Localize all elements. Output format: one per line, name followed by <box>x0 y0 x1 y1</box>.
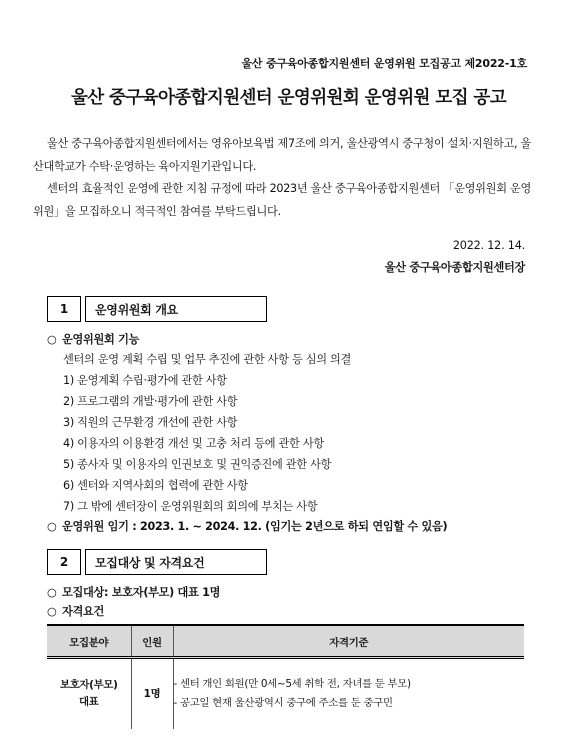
table-header-row <box>47 625 524 658</box>
term-line <box>47 518 447 534</box>
notice-number: 울산 중구육아종합지원센터 운영위원 모집공고 제2022-1호 <box>241 57 527 70</box>
field-line-2: 대표 <box>79 696 99 708</box>
bullet-circle-icon: ○ <box>47 605 57 618</box>
notice-date: 2022. 12. 14. <box>452 239 525 252</box>
field-cell <box>47 658 131 730</box>
field-line-1: 보호자(부모) <box>59 679 118 691</box>
column-header-field: 모집분야 <box>47 625 131 658</box>
criteria-item: - 센터 개인 회원(만 0세~5세 취학 전, 자녀를 둔 부모) <box>173 678 411 690</box>
criteria-cell <box>173 658 524 730</box>
section-2-header <box>47 549 267 575</box>
function-item: 3) 직원의 근무환경 개선에 관한 사항 <box>63 416 238 429</box>
bullet-circle-icon: ○ <box>47 586 57 599</box>
section-1-title: 운영위원회 개요 <box>85 296 267 322</box>
section-1-number: 1 <box>47 296 81 322</box>
function-item: 4) 이용자의 이용환경 개선 및 고충 처리 등에 관한 사항 <box>63 437 324 450</box>
intro-text <box>33 133 531 223</box>
column-header-count: 인원 <box>131 625 173 658</box>
function-heading: 운영위원회 기능 <box>62 333 140 346</box>
function-item: 2) 프로그램의 개발·평가에 관한 사항 <box>63 395 238 408</box>
bullet-circle-icon: ○ <box>47 520 57 533</box>
function-heading-line <box>47 331 139 347</box>
function-item: 1) 운영계획 수립·평가에 관한 사항 <box>63 374 227 387</box>
function-item: 7) 그 밖에 센터장이 운영위원회의 회의에 부치는 사항 <box>63 500 318 513</box>
qualification-table <box>47 624 524 729</box>
qualification-line <box>47 603 104 619</box>
section-2-title: 모집대상 및 자격요건 <box>85 549 267 575</box>
criteria-item: - 공고일 현재 울산광역시 중구에 주소를 둔 중구민 <box>173 697 393 709</box>
table-row <box>47 658 524 730</box>
section-2-number: 2 <box>47 549 81 575</box>
intro-paragraph-1: 울산 중구육아종합지원센터에서는 영유아보육법 제7조에 의거, 울산광역시 중구청이 설치·지원하고, 울산대학교가 수탁·운영하는 육아지원기관입니다. <box>33 137 531 173</box>
section-1-header <box>47 296 267 322</box>
page-title: 울산 중구육아종합지원센터 운영위원회 운영위원 모집 공고 <box>70 88 507 108</box>
column-header-criteria: 자격기준 <box>173 625 524 658</box>
issuing-organization: 울산 중구육아종합지원센터장 <box>384 261 525 274</box>
intro-paragraph-2: 센터의 효율적인 운영에 관한 지침 규정에 따라 2023년 울산 중구육아종합지원센터 「운영위원회 운영위원」을 모집하오니 적극적인 참여를 부탁드립니다. <box>33 182 531 218</box>
qualification-heading: 자격요건 <box>62 605 105 618</box>
term-text: 운영위원 임기 : 2023. 1. ~ 2024. 12. (임기는 2년으로 하되 연임할 수 있음) <box>62 520 448 533</box>
count-cell: 1명 <box>131 658 173 730</box>
target-line <box>47 584 220 600</box>
bullet-circle-icon: ○ <box>47 333 57 346</box>
target-text: 모집대상: 보호자(부모) 대표 1명 <box>62 586 221 599</box>
function-description: 센터의 운영 계획 수립 및 업무 추진에 관한 사항 등 심의 의결 <box>63 353 351 366</box>
function-item: 6) 센터와 지역사회의 협력에 관한 사항 <box>63 479 248 492</box>
function-item: 5) 종사자 및 이용자의 인권보호 및 권익증진에 관한 사항 <box>63 458 332 471</box>
